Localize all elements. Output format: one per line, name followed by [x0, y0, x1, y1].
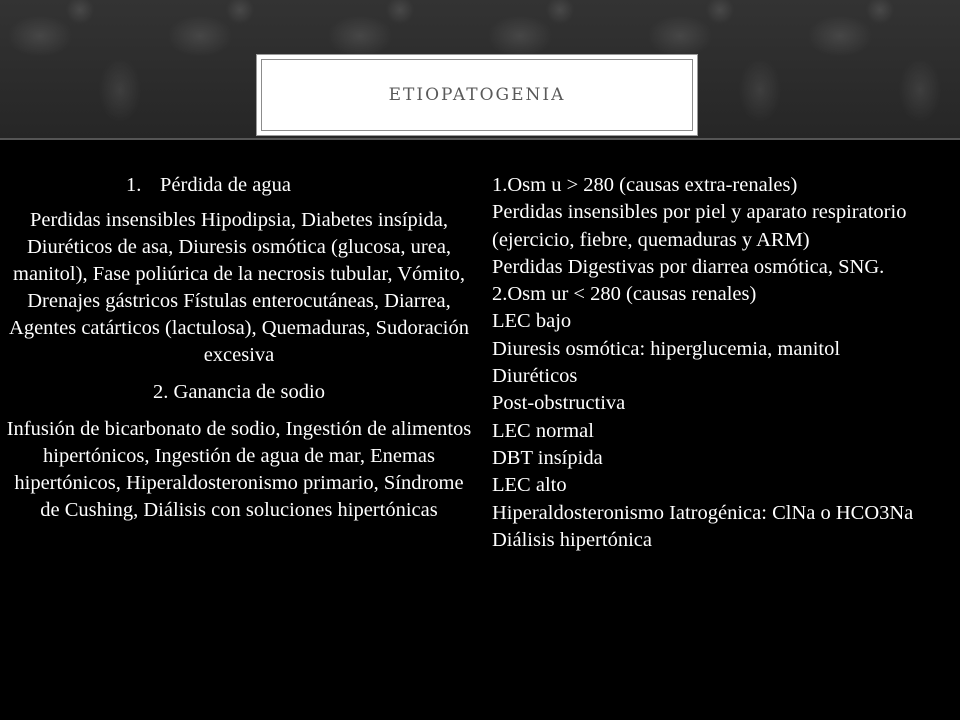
left-item-2-title: 2. Ganancia de sodio	[153, 381, 325, 403]
right-column	[492, 172, 954, 554]
right-line: Perdidas Digestivas por diarrea osmótica, SNG.	[492, 255, 885, 278]
right-line: 2.Osm ur < 280 (causas renales)	[492, 283, 757, 306]
left-item-1-text: Perdidas insensibles Hipodipsia, Diabetes insípida, Diuréticos de asa, Diuresis osmótica (glucosa, urea, manitol), Fase poliúrica de la necrosis tubular, Vómito, Drenajes gástricos Fístulas enterocutáneas, Diarrea, Agentes catárticos (lactulosa), Quemaduras, Sudoración excesiva	[9, 209, 469, 366]
right-line: Hiperaldosteronismo Iatrogénica: ClNa o HCO3Na	[492, 501, 914, 524]
header-band	[0, 0, 960, 140]
slide-title: ETIOPATOGENIA	[388, 85, 566, 105]
right-line: LEC bajo	[492, 310, 572, 333]
left-item-1-title: Pérdida de agua	[160, 174, 291, 196]
left-item-1-heading	[126, 172, 472, 199]
right-line: Diuréticos	[492, 365, 578, 388]
right-line: DBT insípida	[492, 446, 603, 469]
title-box	[256, 54, 698, 136]
right-line: LEC normal	[492, 419, 594, 442]
right-line: Post-obstructiva	[492, 392, 626, 415]
right-line: 1.Osm u > 280 (causas extra-renales)	[492, 174, 798, 196]
right-line: Diuresis osmótica: hiperglucemia, manitol	[492, 337, 841, 360]
right-line: Diálisis hipertónica	[492, 528, 652, 551]
left-item-1-number: 1.	[126, 174, 142, 196]
right-line: LEC alto	[492, 474, 567, 497]
left-item-2-text: Infusión de bicarbonato de sodio, Ingestión de alimentos hipertónicos, Ingestión de agua de mar, Enemas hipertónicos, Hiperaldosteronismo primario, Síndrome de Cushing, Diálisis con soluciones hipertónicas	[6, 418, 472, 521]
title-box-frame	[261, 59, 693, 131]
right-line: Perdidas insensibles por piel y aparato respiratorio (ejercicio, fiebre, quemaduras y ARM)	[492, 201, 907, 251]
left-column	[6, 172, 472, 534]
